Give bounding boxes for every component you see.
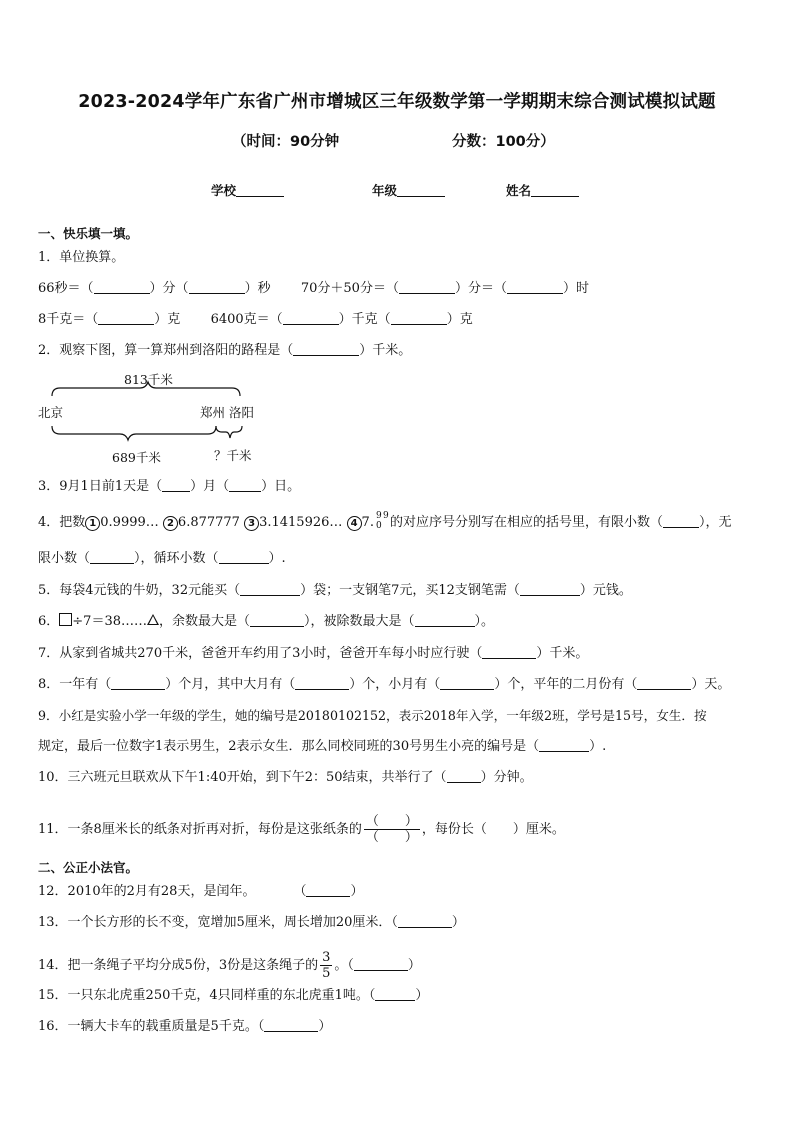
answer-blank[interactable] [90, 550, 134, 564]
fraction-numerator[interactable]: （ ） [365, 814, 418, 829]
grade-label: 年级 [372, 183, 398, 198]
q1-row-1 [38, 280, 589, 298]
q13-text-a: 13．一个长方形的长不变，宽增加5厘米，周长增加20厘米．（ [38, 915, 398, 930]
label-total-distance: 813千米 [124, 372, 173, 387]
q14-text-b: 。（ [334, 958, 354, 973]
q1-text-k: ）克 [446, 312, 473, 327]
q5-text-a: 5．每袋4元钱的牛奶，32元能买（ [38, 583, 241, 598]
repeating-decimal [374, 511, 390, 531]
circled-four-icon: 4 [347, 516, 362, 531]
question-4 [38, 511, 732, 532]
q4-number-4: 7. [361, 515, 374, 530]
q12-text-b: （ [293, 884, 307, 899]
q1-text-a: 66秒＝（ [38, 281, 94, 296]
q9-line-2: 规定，最后一位数字1表示男生，2表示女生．那么同校同班的30号男生小亮的编号是（ [38, 739, 540, 754]
score-label: 分数：100分） [452, 134, 555, 150]
q8-text-d: ）个，平年的二月份有（ [494, 677, 638, 692]
answer-blank[interactable] [219, 550, 269, 564]
answer-blank[interactable] [354, 957, 408, 971]
answer-blank[interactable] [229, 478, 261, 492]
q6-text-a: 6． [38, 614, 60, 629]
q1-text-g: 8千克＝（ [38, 312, 99, 327]
q1-text: 单位换算。 [59, 250, 125, 265]
q6-text-e: ）。 [474, 614, 495, 629]
question-16 [38, 1018, 331, 1036]
q1-text-b: ）分（ [149, 281, 189, 296]
label-unknown-distance: ？千米 [214, 448, 252, 463]
q16-text-a: 16．一辆大卡车的载重质量是5千克。（ [38, 1019, 265, 1034]
q1-text-c: ）秒 [244, 281, 271, 296]
answer-blank[interactable] [440, 676, 494, 690]
school-label: 学校 [211, 183, 237, 198]
answer-blank[interactable] [520, 582, 580, 596]
answer-blank[interactable] [637, 676, 691, 690]
q4-text-b: 的对应序号分别写在相应的括号里，有限小数（ [389, 515, 663, 530]
answer-blank[interactable] [264, 1018, 318, 1032]
q15-text-a: 15．一只东北虎重250千克，4只同样重的东北虎重1吨。（ [38, 988, 376, 1003]
q8-text-a: 8．一年有（ [38, 677, 112, 692]
answer-blank[interactable] [415, 613, 475, 627]
name-blank[interactable] [531, 184, 579, 197]
question-7 [38, 645, 588, 663]
answer-blank[interactable] [98, 311, 154, 325]
q2-text: 2．观察下图，算一算郑州到洛阳的路程是（ [38, 343, 294, 358]
q3-text-b: ）月（ [190, 479, 230, 494]
q11-fraction[interactable] [364, 815, 420, 844]
q6-text-c: ，余数最大是（ [159, 614, 251, 629]
q1-text-f: ）时 [562, 281, 589, 296]
answer-blank[interactable] [375, 987, 415, 1001]
label-beijing-zhengzhou: 689千米 [112, 450, 161, 465]
question-11 [38, 815, 565, 844]
answer-blank[interactable] [240, 582, 300, 596]
distance-diagram [36, 368, 276, 468]
q8-text-c: ）个，小月有（ [349, 677, 441, 692]
q1-text-d: 70分＋50分＝（ [300, 281, 399, 296]
q1-text-j: ）千克（ [338, 312, 391, 327]
city-luoyang: 洛阳 [229, 405, 255, 420]
fraction-numerator: 3 [322, 950, 331, 965]
question-12 [38, 883, 363, 901]
answer-blank[interactable] [391, 311, 447, 325]
q5-text-b: ）袋；一支钢笔7元，买12支钢笔需（ [300, 583, 520, 598]
answer-blank[interactable] [295, 676, 349, 690]
q15-text-b: ） [415, 988, 429, 1003]
digit-bottom: 0 [375, 521, 382, 531]
q1-text-i: 6400克＝（ [210, 312, 283, 327]
q4-number-2: 6.877777 [177, 515, 240, 530]
answer-blank[interactable] [283, 311, 339, 325]
circled-three-icon: 3 [244, 516, 259, 531]
question-5 [38, 582, 632, 600]
school-blank[interactable] [236, 184, 284, 197]
q4-text-a: 4．把数 [38, 515, 86, 530]
answer-blank[interactable] [447, 769, 481, 783]
q3-text-a: 3．9月1日前1天是（ [38, 479, 163, 494]
answer-blank[interactable] [162, 478, 190, 492]
question-9-cont [38, 738, 606, 756]
q4-number-1: 0.9999… [100, 515, 159, 530]
name-label: 姓名 [506, 183, 532, 198]
answer-blank[interactable] [111, 676, 165, 690]
q6-text-d: ），被除数最大是（ [304, 614, 415, 629]
answer-blank[interactable] [250, 613, 304, 627]
answer-blank[interactable] [306, 883, 350, 897]
dot-digit-top-2: 9 [382, 511, 389, 521]
q1-text-h: ）克 [154, 312, 181, 327]
fraction-denominator: 5 [322, 966, 331, 981]
q16-text-b: ） [318, 1019, 332, 1034]
q8-text-e: ）天。 [691, 677, 731, 692]
question-4-cont [38, 550, 286, 568]
q11-text-a: 11．一条8厘米长的纸条对折再对折，每份是这张纸条的 [38, 822, 362, 837]
answer-blank[interactable] [399, 280, 455, 294]
q14-text-a: 14．把一条绳子平均分成5份，3份是这条绳子的 [38, 958, 319, 973]
answer-blank[interactable] [293, 342, 359, 356]
question-13 [38, 914, 465, 932]
circled-two-icon: 2 [163, 516, 178, 531]
grade-blank[interactable] [397, 184, 445, 197]
question-8 [38, 676, 730, 694]
city-zhengzhou: 郑州 [200, 405, 226, 420]
q7-text-a: 7．从家到省城共270千米，爸爸开车约用了3小时，爸爸开车每小时应行驶（ [38, 646, 483, 661]
section-heading-2: 二、公正小法官。 [38, 860, 139, 875]
q6-text-b: ÷7＝38…… [72, 614, 147, 629]
answer-blank[interactable] [398, 914, 452, 928]
fraction-denominator[interactable]: （ ） [365, 830, 418, 845]
q3-text-c: ）日。 [261, 479, 301, 494]
answer-blank[interactable] [189, 280, 245, 294]
q10-text-b: ）分钟。 [480, 770, 533, 785]
question-14 [38, 951, 421, 980]
square-icon [59, 613, 72, 626]
q10-text-a: 10．三六班元旦联欢从下午1:40开始，到下午2：50结束，共举行了（ [38, 770, 447, 785]
q14-text-c: ） [407, 958, 421, 973]
q4-text-e: ），循环小数（ [134, 551, 219, 566]
question-15 [38, 987, 428, 1005]
page-title: 2023-2024学年广东省广州市增城区三年级数学第一学期期末综合测试模拟试题 [78, 92, 716, 112]
q4-number-3: 3.1415926… [259, 515, 343, 530]
city-beijing: 北京 [38, 405, 64, 420]
q8-text-b: ）个月，其中大月有（ [165, 677, 296, 692]
q12-text-c: ） [350, 884, 364, 899]
question-1 [38, 249, 124, 267]
fraction-three-fifths [320, 951, 332, 980]
q12-text-a: 12．2010年的2月有28天，是闰年。 [38, 884, 256, 899]
q7-text-b: ）千米。 [536, 646, 589, 661]
answer-blank[interactable] [663, 514, 699, 528]
name-field[interactable] [506, 181, 579, 199]
circled-one-icon: 1 [85, 516, 100, 531]
answer-blank[interactable] [94, 280, 150, 294]
question-6 [38, 613, 494, 631]
time-label: （时间：90分钟 [232, 134, 340, 150]
triangle-icon [147, 614, 159, 625]
q4-text-f: ）. [268, 551, 286, 566]
q13-text-b: ） [451, 915, 465, 930]
q9-line-2-end: ）. [589, 739, 607, 754]
school-field[interactable] [211, 181, 284, 199]
question-10 [38, 769, 533, 787]
answer-blank[interactable] [482, 645, 536, 659]
grade-field[interactable] [372, 181, 445, 199]
q5-text-c: ）元钱。 [579, 583, 632, 598]
q4-text-c: ），无 [698, 515, 732, 530]
question-9 [38, 707, 707, 725]
q9-line-1: 9．小红是实验小学一年级的学生，她的编号是20180102152，表示2018年入学，一年级2班，学号是15号，女生．按 [38, 708, 707, 723]
q1-text-e: ）分＝（ [454, 281, 507, 296]
section-heading-1: 一、快乐填一填。 [38, 226, 139, 241]
answer-blank[interactable] [507, 280, 563, 294]
q1-number: 1． [38, 250, 60, 265]
q2-text-end: ）千米。 [359, 343, 412, 358]
question-2 [38, 342, 411, 360]
question-3 [38, 478, 300, 496]
q11-text-b: ，每份长（ ）厘米。 [421, 822, 565, 837]
q1-row-2 [38, 311, 473, 329]
q4-text-d: 限小数（ [38, 551, 91, 566]
dot-digit-top: 9 [375, 511, 382, 521]
answer-blank[interactable] [539, 738, 589, 752]
